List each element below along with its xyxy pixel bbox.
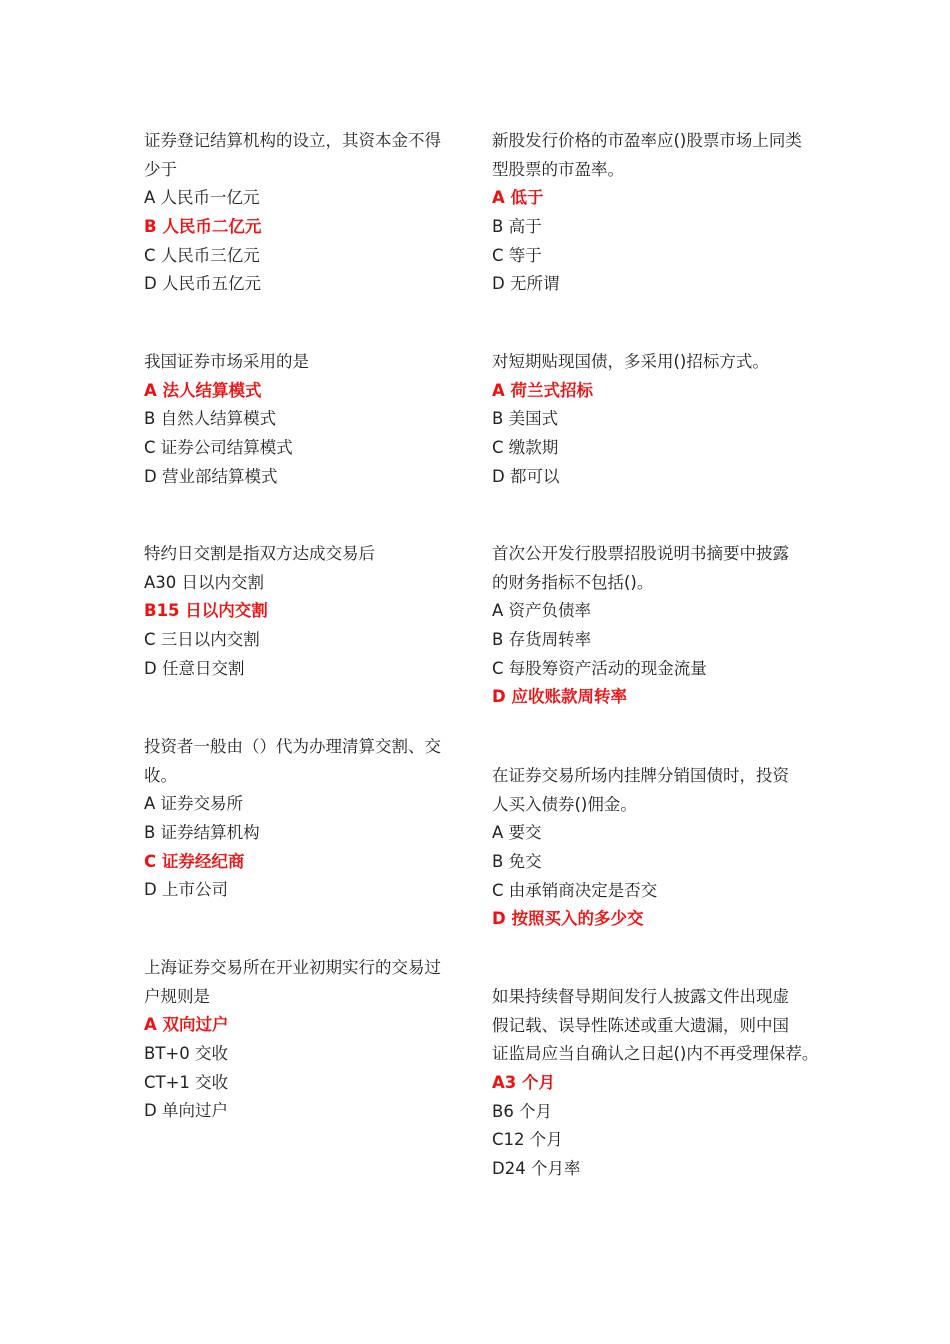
answer-option: A 资产负债率 [492, 601, 592, 621]
question-block [144, 540, 474, 683]
question-block [144, 127, 474, 299]
answer-option: C 由承销商决定是否交 [492, 880, 658, 900]
answer-option-correct: B 人民币二亿元 [144, 217, 262, 237]
question-stem-line: 如果持续督导期间发行人披露文件出现虚 [492, 987, 789, 1006]
question-stem-line: 人买入债券()佣金。 [492, 794, 637, 814]
answer-option: D 上市公司 [144, 880, 228, 900]
answer-option: C 缴款期 [492, 438, 559, 458]
answer-option: BT+0 交收 [144, 1044, 228, 1064]
question-block [144, 733, 474, 905]
answer-option: C 三日以内交割 [144, 630, 260, 650]
question-block [144, 348, 474, 491]
question-block [492, 540, 822, 712]
answer-option: B 证券结算机构 [144, 823, 260, 843]
answer-option: C 每股筹资产活动的现金流量 [492, 658, 707, 678]
answer-option-correct: A 荷兰式招标 [492, 380, 594, 400]
answer-option: D 任意日交割 [144, 658, 245, 678]
question-stem-line: 假记载、误导性陈述或重大遗漏，则中国 [492, 1015, 789, 1035]
answer-option: C12 个月 [492, 1130, 563, 1150]
question-block [144, 954, 474, 1126]
answer-option: B 免交 [492, 852, 542, 872]
answer-option: CT+1 交收 [144, 1072, 229, 1092]
answer-option: A 人民币一亿元 [144, 188, 260, 208]
answer-option: A 证券交易所 [144, 794, 244, 814]
question-block [492, 127, 822, 299]
question-stem-line: 对短期贴现国债，多采用()招标方式。 [492, 352, 769, 371]
question-stem-line: 户规则是 [144, 986, 210, 1006]
question-block [492, 348, 822, 491]
answer-option: D 营业部结算模式 [144, 466, 278, 486]
answer-option: D 单向过户 [144, 1101, 228, 1121]
answer-option: B 自然人结算模式 [144, 409, 277, 429]
answer-option: A30 日以内交割 [144, 572, 265, 592]
question-stem-line: 特约日交割是指双方达成交易后 [144, 544, 375, 563]
answer-option: A 要交 [492, 823, 542, 843]
question-stem-line: 投资者一般由（）代为办理清算交割、交 [144, 737, 441, 756]
answer-option: D 都可以 [492, 466, 560, 486]
question-stem-line: 上海证券交易所在开业初期实行的交易过 [144, 958, 441, 977]
answer-option-correct: C 证券经纪商 [144, 851, 245, 871]
question-block [492, 762, 822, 934]
answer-option: B 美国式 [492, 409, 559, 429]
answer-option: C 人民币三亿元 [144, 245, 260, 265]
answer-option-correct: A 双向过户 [144, 1015, 229, 1035]
question-stem-line: 的财务指标不包括()。 [492, 572, 654, 592]
question-stem-line: 在证券交易所场内挂牌分销国债时，投资 [492, 766, 789, 785]
question-stem-line: 收。 [144, 765, 177, 785]
question-stem-line: 首次公开发行股票招股说明书摘要中披露 [492, 544, 789, 563]
answer-option: B6 个月 [492, 1101, 553, 1121]
question-stem-line: 证监局应当自确认之日起()内不再受理保荐。 [492, 1044, 819, 1064]
answer-option: D 人民币五亿元 [144, 274, 261, 294]
answer-option-correct: D 按照买入的多少交 [492, 909, 644, 929]
answer-option-correct: B15 日以内交割 [144, 601, 268, 621]
question-stem-line: 型股票的市盈率。 [492, 159, 624, 179]
answer-option: D24 个月率 [492, 1159, 581, 1179]
question-stem-line: 证券登记结算机构的设立，其资本金不得 [144, 131, 441, 150]
answer-option-correct: A3 个月 [492, 1073, 555, 1093]
question-stem-line: 少于 [144, 159, 177, 179]
answer-option: C 等于 [492, 245, 542, 265]
question-block [492, 983, 832, 1184]
question-stem-line: 新股发行价格的市盈率应()股票市场上同类 [492, 131, 802, 150]
answer-option-correct: A 法人结算模式 [144, 380, 262, 400]
answer-option: B 高于 [492, 217, 542, 237]
answer-option-correct: A 低于 [492, 188, 544, 208]
answer-option: C 证券公司结算模式 [144, 438, 293, 458]
answer-option: B 存货周转率 [492, 630, 592, 650]
answer-option: D 无所谓 [492, 274, 560, 294]
question-stem-line: 我国证券市场采用的是 [144, 352, 309, 371]
answer-option-correct: D 应收账款周转率 [492, 687, 627, 707]
